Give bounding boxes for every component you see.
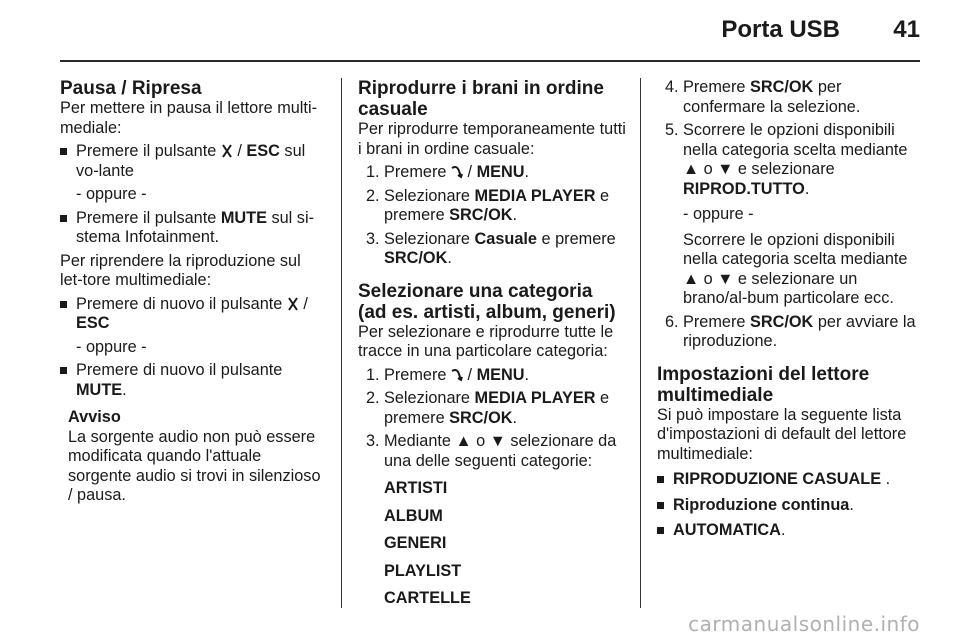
bullet-icon: [657, 476, 664, 483]
paragraph-category: Per selezionare e riprodurre tutte le tracce in una particolare categoria:: [358, 322, 614, 360]
header-divider: [60, 60, 920, 62]
list-item: 4. Premere SRC/OK per confermare la selezione.: [665, 78, 861, 116]
or-text: - oppure -: [683, 205, 754, 223]
list-item: AUTOMATICA.: [657, 521, 923, 541]
page-number: 41: [893, 16, 920, 43]
category-generi: GENERI: [384, 534, 447, 552]
bullet-icon: [60, 301, 67, 308]
column-3: [657, 78, 923, 541]
mute-pause-icon: [287, 297, 299, 311]
category-artisti: ARTISTI: [384, 479, 448, 497]
section-title: Porta USB: [721, 16, 840, 43]
column-divider-2: [640, 78, 641, 608]
paragraph-pause: Per mettere in pausa il lettore multi-mediale:: [60, 99, 317, 137]
mute-pause-icon: [221, 144, 233, 158]
paragraph-settings: Si può impostare la seguente lista d'impostazioni di default del lettore multimediale:: [657, 405, 907, 463]
paragraph-resume: Per riprendere la riproduzione sul let-tore multimediale:: [60, 251, 301, 289]
column-1: [60, 78, 326, 506]
column-2: [358, 78, 626, 609]
category-album: ALBUM: [384, 506, 443, 525]
paragraph-random: Per riprodurre temporaneamente tutti i brani in ordine casuale:: [358, 120, 626, 158]
page-header: [60, 0, 920, 62]
list-item: 5. Scorrere le opzioni disponibili nella categoria scelta mediante ▲ o ▼ e selezionare RIPROD.TUTTO.: [665, 121, 908, 198]
menu-back-icon: [451, 165, 463, 179]
list-item: Premere il pulsante MUTE sul si-stema Infotainment.: [60, 209, 326, 248]
paragraph-alt-step: Scorrere le opzioni disponibili nella categoria scelta mediante ▲ o ▼ e selezionare un brano/al-bum particolare ecc.: [683, 230, 908, 307]
list-item: 1. Premere / MENU.: [366, 365, 530, 384]
note-title: Avviso: [68, 408, 121, 426]
list-item: 1. Premere / MENU.: [366, 163, 530, 181]
list-item: 6. Premere SRC/OK per avviare la riproduzione.: [665, 312, 916, 350]
bullet-icon: [60, 148, 67, 155]
category-cartelle: CARTELLE: [384, 589, 471, 607]
bullet-icon: [60, 215, 67, 222]
list-item: Premere di nuovo il pulsante MUTE.: [60, 361, 326, 400]
or-text: - oppure -: [76, 337, 147, 356]
bullet-icon: [60, 367, 67, 374]
heading-pause: Pausa / Ripresa: [60, 78, 202, 99]
heading-category: Selezionare una categoria (ad es. artisti, album, generi): [358, 280, 616, 323]
list-item: 2. Selezionare MEDIA PLAYER e premere SRC/OK.: [366, 186, 610, 224]
note-box: [60, 408, 326, 506]
list-item: Premere di nuovo il pulsante / ESC: [60, 295, 326, 334]
list-item: 3. Mediante ▲ o ▼ selezionare da una delle seguenti categorie:: [366, 432, 617, 470]
menu-back-icon: [451, 368, 463, 382]
list-item: 3. Selezionare Casuale e premere SRC/OK.: [366, 229, 616, 267]
list-item: 2. Selezionare MEDIA PLAYER e premere SRC/OK.: [366, 389, 610, 427]
column-divider-1: [341, 78, 342, 608]
list-item: RIPRODUZIONE CASUALE .: [657, 470, 923, 490]
or-text: - oppure -: [76, 185, 147, 203]
bullet-icon: [657, 527, 664, 534]
heading-random: Riprodurre i brani in ordine casuale: [358, 78, 604, 120]
list-item: Riproduzione continua.: [657, 496, 923, 516]
category-playlist: PLAYLIST: [384, 561, 462, 580]
bullet-icon: [657, 502, 664, 509]
heading-settings: Impostazioni del lettore multimediale: [657, 363, 870, 406]
note-text: La sorgente audio non può essere modificata quando l'attuale sorgente audio si trovi in silenzioso / pausa.: [68, 427, 321, 504]
list-item: Premere il pulsante / ESC sul vo-lante: [60, 142, 326, 181]
watermark: carmanualsonline.info: [688, 612, 920, 636]
